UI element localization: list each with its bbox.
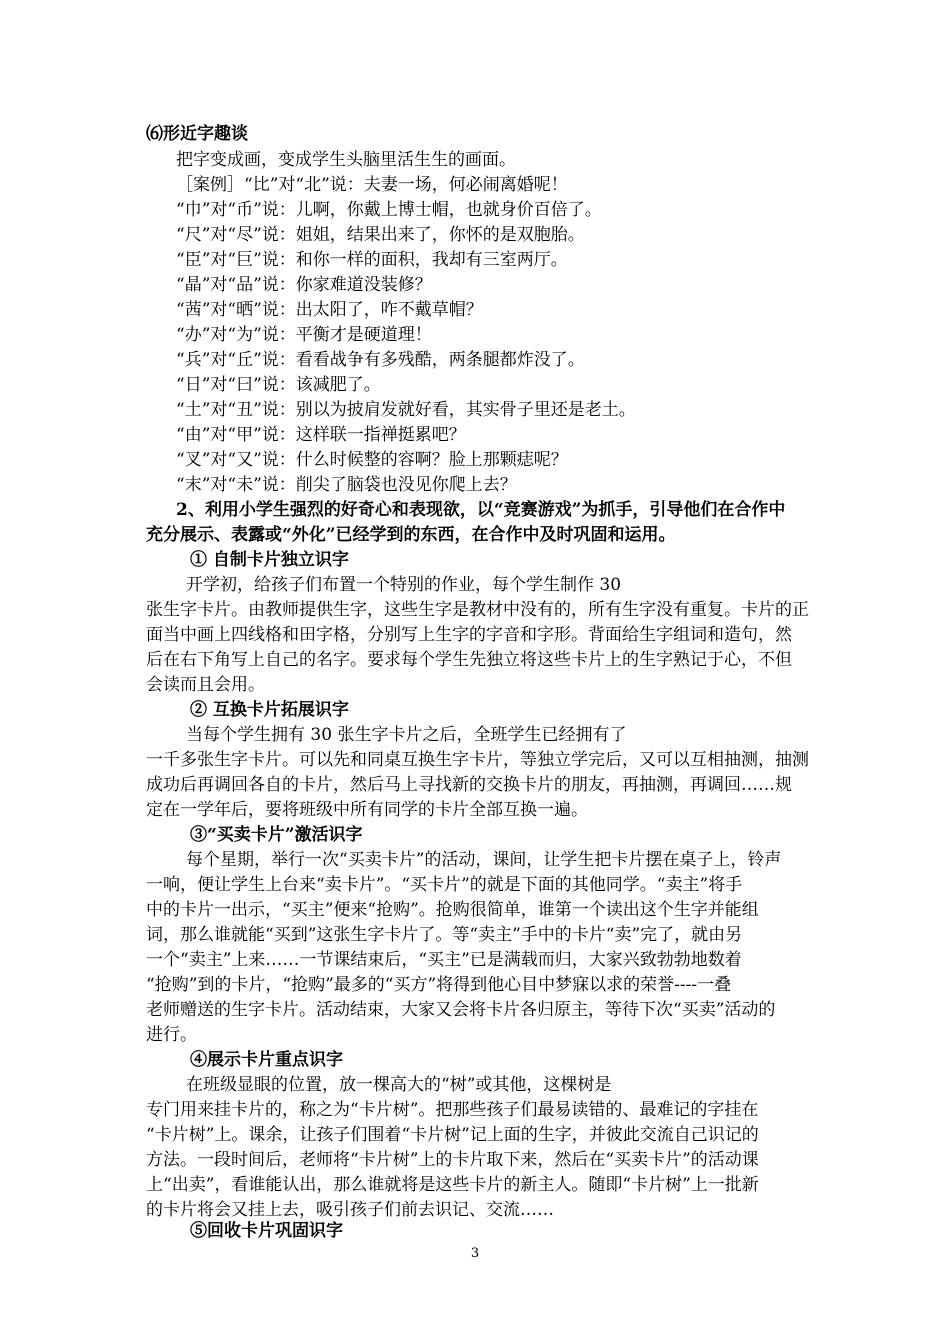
paragraph-line: 当每个学生拥有 30 张生字卡片之后，全班学生已经拥有了 bbox=[186, 725, 627, 745]
example-line: “尺”对“尽”说：姐姐，结果出来了，你怀的是双胞胎。 bbox=[176, 225, 585, 245]
example-line: “臣”对“巨”说：和你一样的面积，我却有三室两厅。 bbox=[176, 250, 568, 270]
point-heading-line: 2、利用小学生强烈的好奇心和表现欲，以“竞赛游戏”为抓手，引导他们在合作中 bbox=[176, 500, 786, 520]
example-line: ［案例］“比”对“北”说：夫妻一场，何必闹离婚呢！ bbox=[176, 175, 568, 195]
example-line: “兵”对“丘”说：看看战争有多残酷，两条腿都炸没了。 bbox=[176, 350, 585, 370]
paragraph-line: 面当中画上四线格和田字格，分别写上生字的字音和字形。背面给生字组词和造句，然 bbox=[146, 625, 792, 645]
subsection-heading: ④展示卡片重点识字 bbox=[190, 1050, 343, 1070]
paragraph-line: 的卡片将会又挂上去，吸引孩子们前去识记、交流…… bbox=[146, 1200, 554, 1220]
example-line: “由”对“甲”说：这样联一指禅挺累吧？ bbox=[176, 425, 466, 445]
paragraph-line: 定在一学年后，要将班级中所有同学的卡片全部互换一遍。 bbox=[146, 800, 588, 820]
paragraph-line: 中的卡片一出示，“买主”便来“抢购”。抢购很简单，谁第一个读出这个生字并能组 bbox=[146, 900, 759, 920]
paragraph-line: 张生字卡片。由教师提供生字，这些生字是教材中没有的，所有生字没有重复。卡片的正 bbox=[146, 600, 809, 620]
example-line: “茜”对“晒”说：出太阳了，咋不戴草帽？ bbox=[176, 300, 483, 320]
example-line: “末”对“未”说：削尖了脑袋也没见你爬上去？ bbox=[176, 475, 517, 495]
page-number: 3 bbox=[470, 1246, 480, 1261]
paragraph-line: 一个“卖主”上来……一节课结束后，“买主”已是满载而归，大家兴致勃勃地数着 bbox=[146, 950, 742, 970]
paragraph-line: 会读而且会用。 bbox=[146, 675, 265, 695]
paragraph-line: 专门用来挂卡片的，称之为“卡片树”。把那些孩子们最易读错的、最难记的字挂在 bbox=[146, 1100, 759, 1120]
paragraph-line: 老师赠送的生字卡片。活动结束，大家又会将卡片各归原主，等待下次“买卖”活动的 bbox=[146, 1000, 776, 1020]
subsection-heading: ① 自制卡片独立识字 bbox=[190, 550, 349, 570]
paragraph-line: 一千多张生字卡片。可以先和同桌互换生字卡片，等独立学完后，又可以互相抽测，抽测 bbox=[146, 750, 809, 770]
section-heading: ⑹形近字趣谈 bbox=[146, 124, 248, 144]
example-line: “叉”对“又”说：什么时候整的容啊？脸上那颗痣呢？ bbox=[176, 450, 568, 470]
example-line: “晶”对“品”说：你家难道没装修？ bbox=[176, 275, 432, 295]
example-line: “办”对“为”说：平衡才是硬道理！ bbox=[176, 325, 432, 345]
subsection-heading: ⑤回收卡片巩固识字 bbox=[190, 1221, 343, 1241]
paragraph-line: 后在右下角写上自己的名字。要求每个学生先独立将这些卡片上的生字熟记于心，不但 bbox=[146, 650, 792, 670]
paragraph-line: 每个星期，举行一次“买卖卡片”的活动，课间，让学生把卡片摆在桌子上，铃声 bbox=[186, 850, 782, 870]
example-line: “巾”对“币”说：儿啊，你戴上博士帽，也就身价百倍了。 bbox=[176, 200, 602, 220]
subsection-heading: ② 互换卡片拓展识字 bbox=[190, 700, 349, 720]
example-line: “土”对“丑”说：别以为披肩发就好看，其实骨子里还是老土。 bbox=[176, 400, 636, 420]
paragraph-line: 开学初，给孩子们布置一个特别的作业，每个学生制作 30 bbox=[186, 575, 622, 595]
paragraph-line: “卡片树”上。课余，让孩子们围着“卡片树”记上面的生字，并彼此交流自己识记的 bbox=[146, 1125, 759, 1145]
paragraph-line: 在班级显眼的位置，放一棵高大的“树”或其他，这棵树是 bbox=[186, 1075, 612, 1095]
paragraph-line: 一响，便让学生上台来“卖卡片”。“买卡片”的就是下面的其他同学。“卖主”将手 bbox=[146, 875, 743, 895]
paragraph-line: 上“出卖”，看谁能认出，那么谁就将是这些卡片的新主人。随即“卡片树”上一批新 bbox=[146, 1175, 759, 1195]
example-line: “日”对“曰”说：该减肥了。 bbox=[176, 375, 381, 395]
paragraph-line: 词，那么谁就能“买到”这张生字卡片了。等“卖主”手中的卡片“卖”完了，就由另 bbox=[146, 925, 743, 945]
paragraph-line: “抢购”到的卡片，“抢购”最多的“买方”将得到他心目中梦寐以求的荣誉----一叠 bbox=[146, 975, 732, 995]
paragraph-line: 把字变成画，变成学生头脑里活生生的画面。 bbox=[176, 150, 516, 170]
paragraph-line: 成功后再调回各自的卡片，然后马上寻找新的交换卡片的朋友，再抽测，再调回……规 bbox=[146, 775, 792, 795]
paragraph-line: 方法。一段时间后，老师将“卡片树”上的卡片取下来，然后在“买卖卡片”的活动课 bbox=[146, 1150, 759, 1170]
point-heading-line: 充分展示、表露或“外化”已经学到的东西，在合作中及时巩固和运用。 bbox=[146, 525, 676, 545]
paragraph-line: 进行。 bbox=[146, 1025, 197, 1045]
subsection-heading: ③“买卖卡片”激活识字 bbox=[190, 825, 363, 845]
